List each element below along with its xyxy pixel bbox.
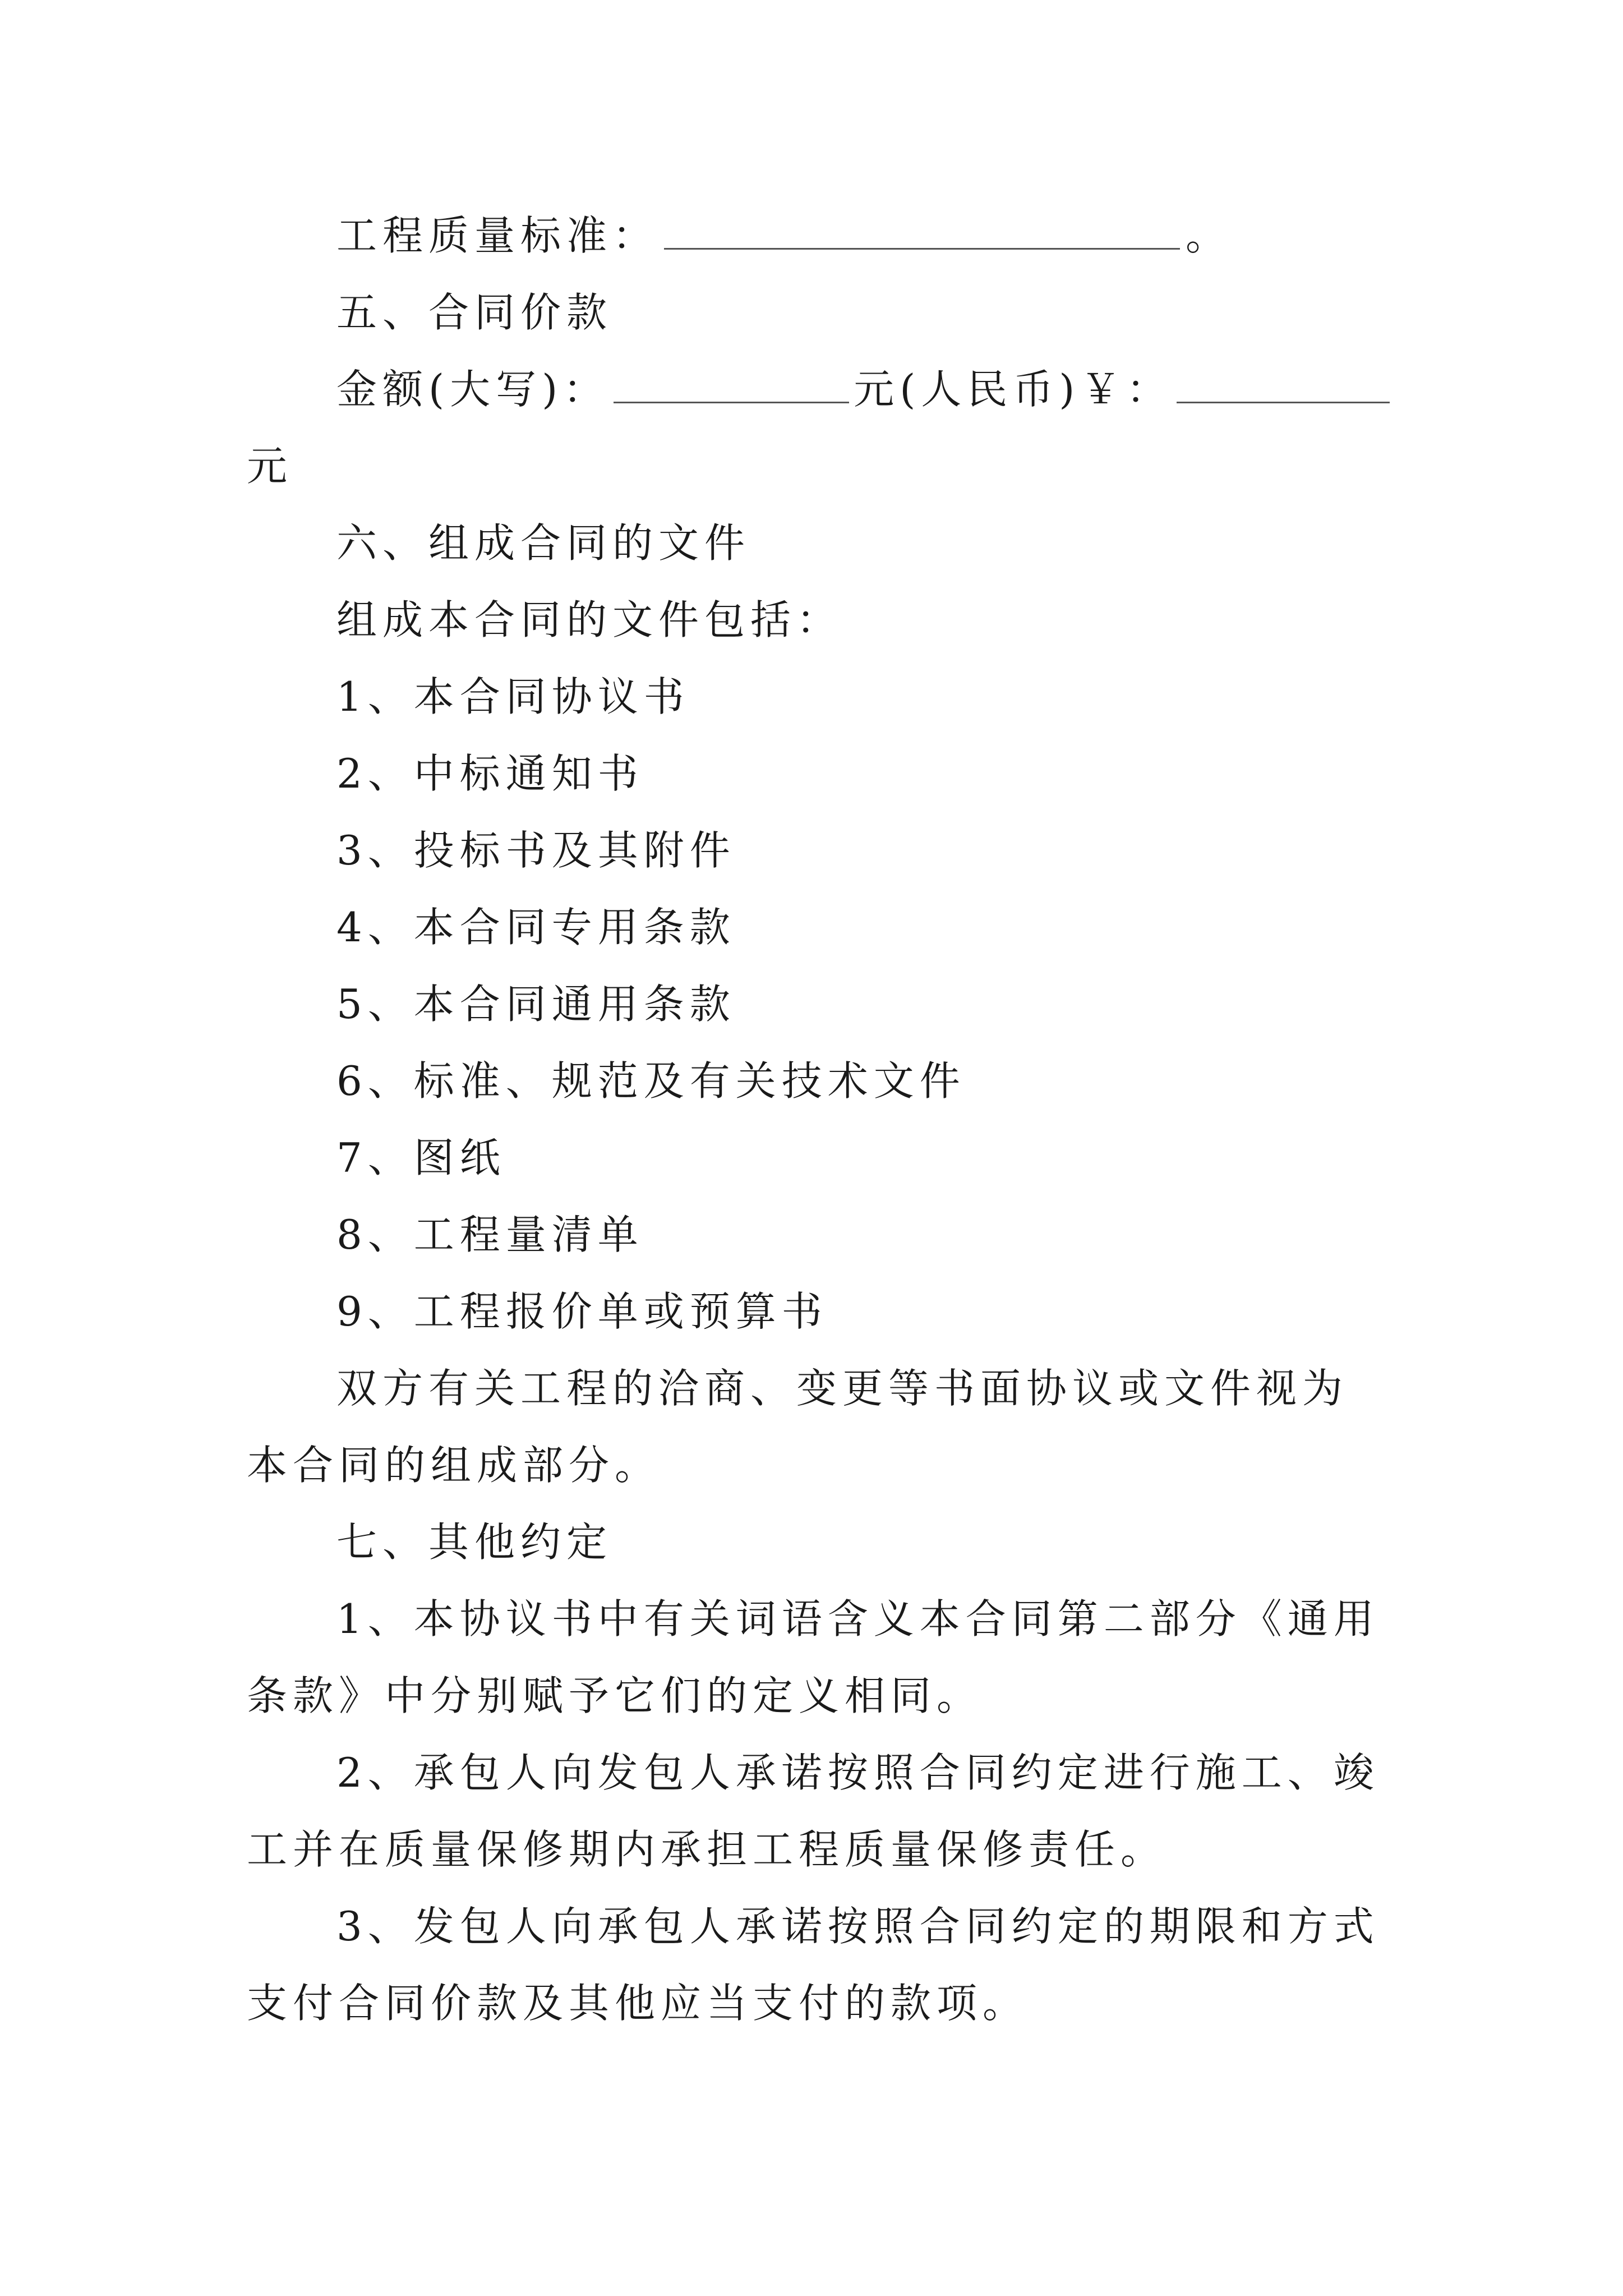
paragraph: 1、本协议书中有关词语含义本合同第二部分《通用条款》中分别赋予它们的定义相同。 <box>247 1595 1380 1719</box>
quality-standard-label: 工程质量标准： <box>336 212 659 259</box>
quality-standard-line <box>247 197 1385 274</box>
document-body <box>247 197 1385 2042</box>
section6-note: 双方有关工程的洽商、变更等书面协议或文件视为本合同的组成部分。 <box>247 1365 1349 1489</box>
amount-line <box>247 351 1385 428</box>
list-item: 4、本合同专用条款 <box>336 904 736 951</box>
section6-intro: 组成本合同的文件包括： <box>336 596 843 643</box>
paragraph: 3、发包人向承包人承诺按照合同约定的期限和方式支付合同价款及其他应当支付的款项。 <box>247 1903 1380 2027</box>
list-item: 1、本合同协议书 <box>336 673 690 720</box>
quality-standard-end: 。 <box>1186 212 1232 259</box>
paragraph: 2、承包人向发包人承诺按照合同约定进行施工、竣工并在质量保修期内承担工程质量保修责任。 <box>247 1749 1380 1873</box>
section6-heading: 六、组成合同的文件 <box>336 519 751 567</box>
list-item: 3、投标书及其附件 <box>336 827 736 874</box>
list-item: 8、工程量清单 <box>336 1211 644 1258</box>
amount-unit-rmb: 元(人民币)￥： <box>854 366 1173 413</box>
amount-tail: 元 <box>247 443 293 490</box>
list-item: 6、标准、规范及有关技术文件 <box>336 1057 966 1105</box>
amount-label: 金额(大写)： <box>336 366 610 413</box>
list-item: 5、本合同通用条款 <box>336 981 736 1028</box>
quality-standard-blank <box>664 214 1180 250</box>
list-item: 9、工程报价单或预算书 <box>336 1288 828 1335</box>
amount-figure-blank <box>1177 368 1390 403</box>
list-item: 7、图纸 <box>336 1134 506 1181</box>
amount-words-blank <box>614 368 849 403</box>
section5-heading: 五、合同价款 <box>336 289 613 336</box>
list-item: 2、中标通知书 <box>336 750 644 797</box>
section7-heading: 七、其他约定 <box>336 1519 613 1566</box>
